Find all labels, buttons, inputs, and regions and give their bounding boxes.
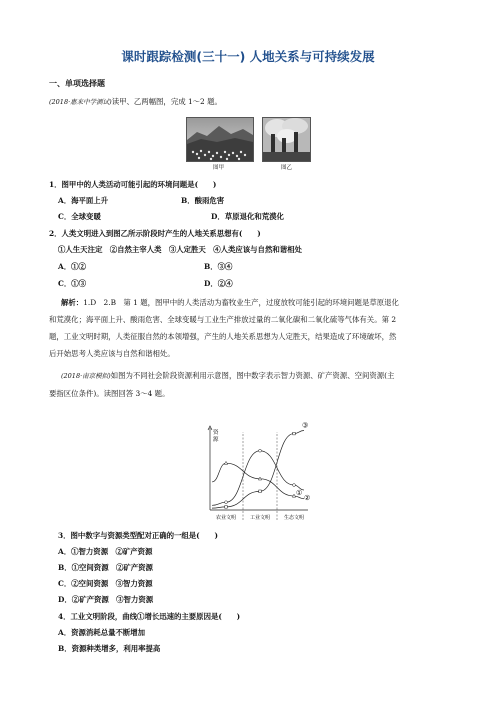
question-4-option-a: A．资源消耗总量不断增加 bbox=[58, 628, 146, 637]
intro-2-line-1: 如图为不同社会阶段资源利用示意图，图中数字表示智力资源、矿产资源、空间资源(主 bbox=[110, 371, 395, 380]
data-point bbox=[225, 506, 228, 509]
question-2-stem: 2．人类文明进入到图乙所示阶段时产生的人地关系思想有( ) bbox=[49, 229, 261, 238]
question-1-option-c: C．全球变暖 bbox=[58, 212, 101, 221]
figure-a-photo bbox=[186, 117, 254, 162]
series-line bbox=[212, 431, 304, 509]
page-title: 课时跟踪检测(三十一) 人地关系与可持续发展 bbox=[121, 49, 375, 64]
question-4-option-b: B．资源种类增多，利用率提高 bbox=[58, 644, 161, 653]
data-point bbox=[293, 432, 296, 435]
question-2-option-a: A．①② bbox=[58, 262, 86, 271]
intro-1-text: 读甲、乙两幅图，完成 1～2 题。 bbox=[111, 97, 222, 106]
analysis-label: 解析： bbox=[61, 298, 84, 307]
question-1-option-b: B．酸雨危害 bbox=[181, 196, 225, 205]
data-point bbox=[225, 501, 228, 504]
intro-2 bbox=[49, 367, 449, 402]
question-2-option-c: C．①③ bbox=[58, 279, 87, 288]
analysis-line-2: 和荒漠化；海平面上升、酸雨危害、全球变暖与工业生产排放过量的二氧化碳和二氧化硫等气体有关。第 2 bbox=[49, 315, 397, 324]
intro-2-source: (2018·南京模拟) bbox=[61, 372, 111, 380]
analysis-line-4: 后开始思考人类应该与自然和谐相处。 bbox=[49, 349, 175, 358]
question-2-option-b: B．③④ bbox=[204, 262, 233, 271]
intro-1 bbox=[49, 96, 222, 108]
question-1-option-a: A．海平面上升 bbox=[58, 196, 109, 205]
question-1-stem: 1．图甲中的人类活动可能引起的环境问题是( ) bbox=[49, 180, 217, 189]
question-1-option-d: D．草原退化和荒漠化 bbox=[211, 212, 284, 221]
question-3-option-a: A．①智力资源 ②矿产资源 bbox=[58, 547, 153, 556]
figure-b-caption: 图乙 bbox=[281, 165, 293, 171]
analysis-line-1: 1.D 2.B 第 1 题，图甲中的人类活动为畜牧业生产，过度放牧可能引起的环境问题是草原退化 bbox=[83, 298, 399, 307]
stage-label: 生态文明 bbox=[283, 515, 305, 521]
question-3-option-c: C．②空间资源 ③智力资源 bbox=[58, 579, 153, 588]
series-line bbox=[212, 463, 304, 499]
analysis-block bbox=[49, 294, 449, 362]
question-2-items: ①人生天注定 ②自然主宰人类 ③人定胜天 ④人类应该与自然和谐相处 bbox=[58, 245, 302, 254]
data-point bbox=[293, 484, 296, 487]
intro-1-source: (2018·惠来中学测试) bbox=[49, 98, 112, 106]
figure-b-photo bbox=[262, 117, 311, 162]
data-point bbox=[259, 490, 262, 493]
question-3-option-b: B．①空间资源 ②矿产资源 bbox=[58, 563, 153, 572]
stage-label: 工业文明 bbox=[249, 515, 271, 521]
intro-2-line-2: 要指区位条件)。读图回答 3～4 题。 bbox=[49, 389, 170, 398]
series-label: ② bbox=[304, 493, 311, 502]
figure-a-caption: 图甲 bbox=[213, 165, 225, 171]
analysis-line-3: 题，工业文明时期，人类征服自然的本领增强，产生的人地关系思想为人定胜天，结果造成了环境破坏，然 bbox=[49, 332, 397, 341]
data-point bbox=[259, 449, 262, 452]
section-heading: 一、单项选择题 bbox=[49, 78, 105, 88]
y-axis-label: 资 bbox=[213, 430, 219, 436]
question-4-stem: 4．工业文明阶段，曲线①增长迅速的主要原因是( ) bbox=[58, 612, 241, 621]
series-label: ③ bbox=[302, 421, 309, 430]
series-label: ① bbox=[296, 489, 303, 498]
series-line bbox=[212, 451, 304, 506]
y-axis-label: 源 bbox=[213, 437, 219, 443]
stage-label: 农业文明 bbox=[215, 515, 237, 521]
question-3-stem: 3．图中数字与资源类型配对正确的一组是( ) bbox=[58, 531, 218, 540]
question-3-option-d: D．②矿产资源 ③智力资源 bbox=[58, 595, 154, 604]
resource-chart bbox=[196, 421, 316, 526]
question-2-option-d: D．②④ bbox=[204, 279, 233, 288]
